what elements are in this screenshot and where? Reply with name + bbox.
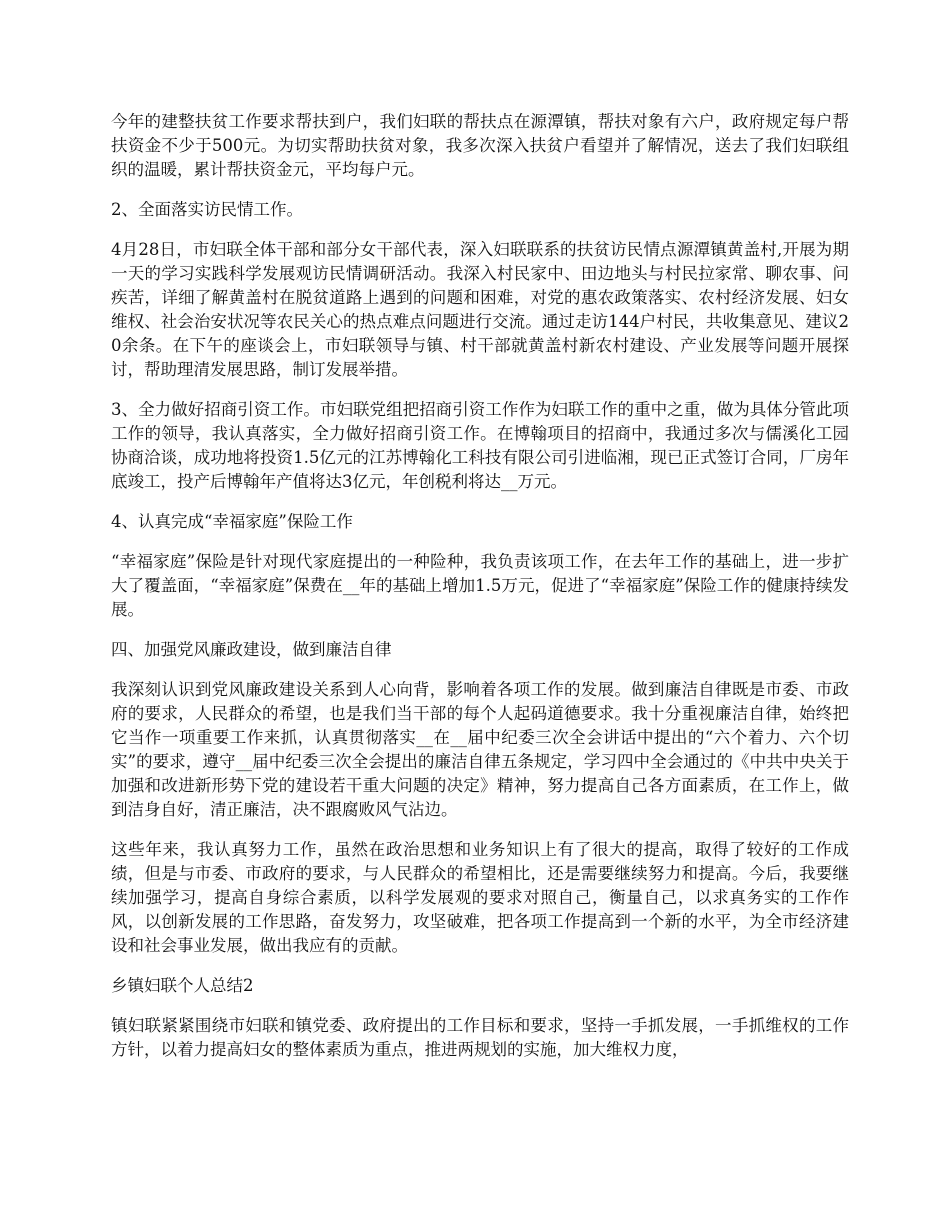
paragraph-conclusion: 这些年来，我认真努力工作，虽然在政治思想和业务知识上有了很大的提高，取得了较好的工作成绩，但是与市委、市政府的要求，与人民群众的希望相比，还是需要继续努力和提高。今后，我要继续加强学习，提高自身综合素质，以科学发展观的要求对照自己，衡量自己，以求真务实的工作作风，以创新发展的工作思路，奋发努力，攻坚破难，把各项工作提高到一个新的水平，为全市经济建设和社会事业发展，做出我应有的贡献。 bbox=[111, 840, 849, 955]
paragraph-poverty-relief: 今年的建整扶贫工作要求帮扶到户，我们妇联的帮扶点在源潭镇，帮扶对象有六户，政府规定每户帮扶资金不少于500元。为切实帮助扶贫对象，我多次深入扶贫户看望并了解情况，送去了我们妇联组织的温暖，累计帮扶资金元，平均每户元。 bbox=[111, 112, 849, 179]
document-title-summary-2: 乡镇妇联个人总结2 bbox=[111, 976, 254, 995]
section-heading-integrity: 四、加强党风廉政建设，做到廉洁自律 bbox=[111, 640, 392, 659]
section-heading-visits: 2、全面落实访民情工作。 bbox=[111, 200, 303, 219]
paragraph-village-visit: 4月28日，市妇联全体干部和部分女干部代表，深入妇联联系的扶贫访民情点源潭镇黄盖村,开展为期一天的学习实践科学发展观访民情调研活动。我深入村民家中、田边地头与村民拉家常、聊农事、问疾苦，详细了解黄盖村在脱贫道路上遇到的问题和困难，对党的惠农政策落实、农村经济发展、妇女维权、社会治安状况等农民关心的热点难点问题进行交流。通过走访144户村民，共收集意见、建议20余条。在下午的座谈会上，市妇联领导与镇、村干部就黄盖村新农村建设、产业发展等问题开展探讨，帮助理清发展思路，制订发展举措。 bbox=[111, 240, 849, 379]
paragraph-summary-2-intro: 镇妇联紧紧围绕市妇联和镇党委、政府提出的工作目标和要求，坚持一手抓发展，一手抓维权的工作方针，以着力提高妇女的整体素质为重点，推进两规划的实施，加大维权力度， bbox=[111, 1016, 849, 1059]
paragraph-investment: 3、全力做好招商引资工作。市妇联党组把招商引资工作作为妇联工作的重中之重，做为具体分管此项工作的领导，我认真落实，全力做好招商引资工作。在博翰项目的招商中，我通过多次与儒溪化工园协商洽谈，成功地将投资1.5亿元的江苏博翰化工科技有限公司引进临湘，现已正式签订合同，厂房年底竣工，投产后博翰年产值将达3亿元，年创税利将达__万元。 bbox=[111, 400, 849, 491]
section-heading-insurance: 4、认真完成“幸福家庭”保险工作 bbox=[111, 512, 353, 531]
paragraph-integrity: 我深刻认识到党风廉政建设关系到人心向背，影响着各项工作的发展。做到廉洁自律既是市委、市政府的要求，人民群众的希望，也是我们当干部的每个人起码道德要求。我十分重视廉洁自律，始终把它当作一项重要工作来抓，认真贯彻落实__在__届中纪委三次全会讲话中提出的“六个着力、六个切实”的要求，遵守__届中纪委三次全会提出的廉洁自律五条规定，学习四中全会通过的《中共中央关于加强和改进新形势下党的建设若干重大问题的决定》精神，努力提高自己各方面素质，在工作上，做到洁身自好，清正廉洁，决不跟腐败风气沾边。 bbox=[111, 680, 849, 819]
paragraph-insurance: “幸福家庭”保险是针对现代家庭提出的一种险种，我负责该项工作，在去年工作的基础上，进一步扩大了覆盖面，“幸福家庭”保费在__年的基础上增加1.5万元，促进了“幸福家庭”保险工作的健康持续发展。 bbox=[111, 552, 849, 619]
document-body bbox=[111, 110, 849, 1078]
